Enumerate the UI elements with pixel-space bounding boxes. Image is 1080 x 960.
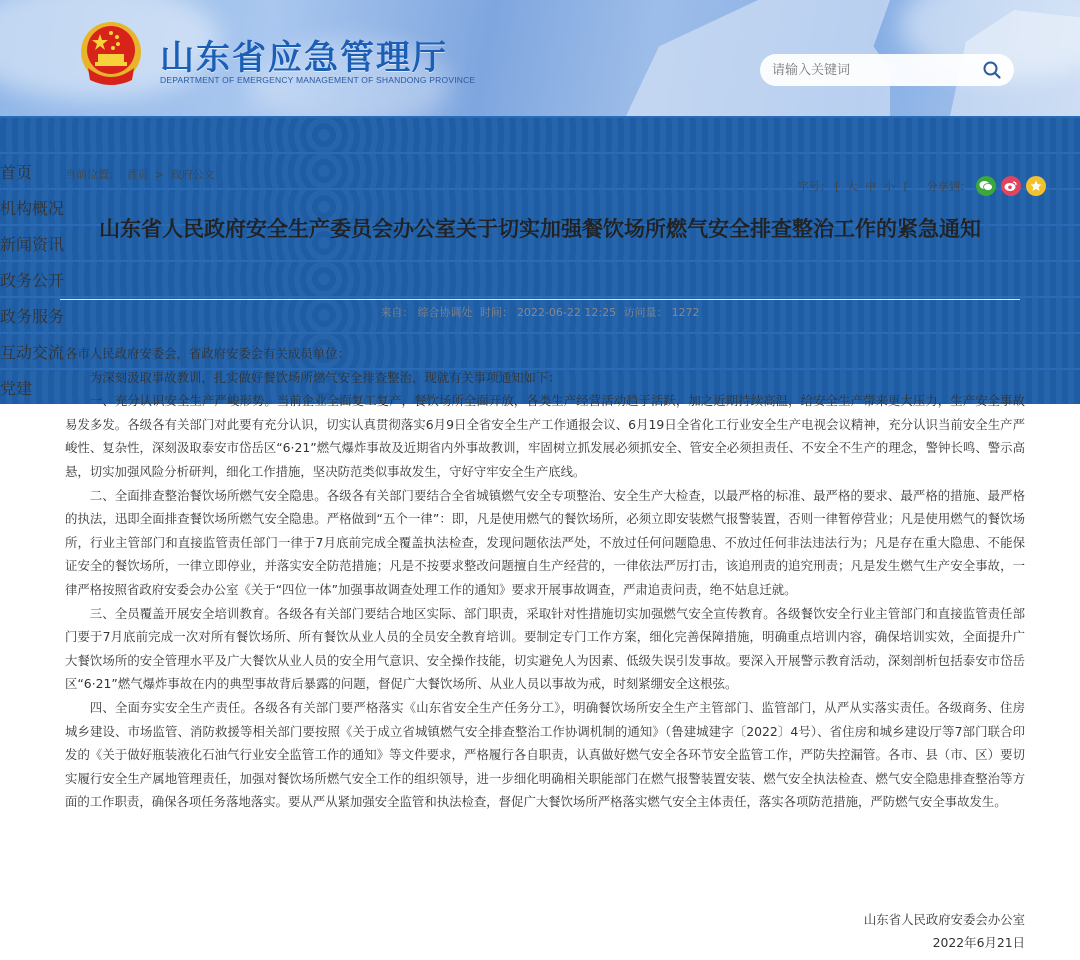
- nav-item-gov-services[interactable]: 政务服务: [0, 296, 1080, 332]
- paragraph-1: 一、充分认识安全生产严峻形势。当前企业全面复工复产，餐饮场所全面开放，各类生产经营活动趋于活跃，加之近期持续高温，给安全生产带来更大压力，生产安全事故易发多发。各级各有关部门对此要有充分认识，切实认真贯彻落实6月9日全省安全生产工作通报会议、6月19日全省化工行业安全生产电视会议精神，充分认识当前安全生产严峻性、复杂性，深刻汲取泰安市岱岳区“6·21”燃气爆炸事故及近期省内外事故教训，牢固树立抓发展必须抓安全、管安全必须担责任、不安全不生产的理念，警钟长鸣、警示高悬，切实加强风险分析研判，细化工作措施，坚决防范类似事故发生，守好守牢安全生产底线。: [65, 393, 1025, 479]
- nav-item-party[interactable]: 党建: [0, 368, 1080, 404]
- breadcrumb-home[interactable]: 首页: [126, 168, 149, 181]
- main-nav: [0, 116, 1080, 152]
- article-meta: [0, 304, 1080, 320]
- salutation: 各市人民政府安委会，省政府安委会有关成员单位：: [65, 346, 350, 361]
- search-input[interactable]: [772, 63, 982, 78]
- source-value: 综合协调处: [417, 306, 473, 319]
- share-label: 分享到：: [926, 180, 971, 193]
- font-size-label: 字号：: [798, 180, 831, 193]
- time-label: 时间：: [479, 306, 513, 319]
- signature-org: 山东省人民政府安委会办公室: [863, 912, 1025, 927]
- paragraph-intro: 为深刻汲取事故教训，扎实做好餐饮场所燃气安全排查整治，现就有关事项通知如下：: [89, 369, 561, 385]
- nav-item-home[interactable]: 首页: [0, 152, 1080, 188]
- qzone-icon[interactable]: [1026, 176, 1046, 196]
- site-header: [0, 0, 1080, 116]
- nav-item-news[interactable]: 新闻资讯: [0, 224, 1080, 260]
- time-value: 2022-06-22 12:25: [516, 306, 617, 319]
- site-title-en: DEPARTMENT OF EMERGENCY MANAGEMENT OF SHANDONG PROVINCE: [160, 75, 476, 85]
- views-label: 访问量：: [623, 306, 668, 319]
- breadcrumb-separator: >: [155, 168, 165, 181]
- breadcrumb-current[interactable]: 政府公文: [170, 168, 215, 181]
- font-size-options[interactable]: [ 大 中 小 ]: [835, 180, 909, 193]
- search-icon[interactable]: [982, 60, 1002, 80]
- breadcrumb: [65, 166, 218, 182]
- paragraph-4: 四、全面夯实安全生产责任。各级各有关部门要严格落实《山东省安全生产任务分工》，明确餐饮场所安全生产主管部门、监管部门，从严从实落实责任。各级商务、住房城乡建设、市场监管、消防救援等相关部门要按照《关于成立省城镇燃气安全排查整治工作协调机制的通知》（鲁建城建字〔2022〕4号）、省住房和城乡建设厅等7部门联合印发的《关于做好瓶装液化石油气行业安全监管工作的通知》等文件要求，严格履行各自职责，认真做好燃气安全各环节安全监管工作，严防失控漏管。各市、县（市、区）要切实履行安全生产属地管理责任，加强对餐饮场所燃气安全工作的组织领导，进一步细化明确相关职能部门在燃气报警装置安装、燃气安全执法检查、燃气安全隐患排查整治等方面的工作职责，确保各项任务落地落实。要从严从紧加强安全监管和执法检查，督促广大餐饮场所严格落实燃气安全主体责任，落实各项防范措施，严防燃气安全事故发生。: [65, 699, 1025, 810]
- weibo-icon[interactable]: [1001, 176, 1021, 196]
- breadcrumb-prefix: 当前位置：: [65, 168, 120, 181]
- national-emblem-logo[interactable]: [78, 20, 144, 88]
- nav-item-gov-affairs[interactable]: 政务公开: [0, 260, 1080, 296]
- signature: [864, 908, 1025, 954]
- source-label: 来自：: [380, 306, 414, 319]
- article-body: [65, 342, 1025, 814]
- article-tools: [798, 176, 1046, 196]
- divider: [60, 299, 1020, 300]
- wechat-icon[interactable]: [976, 176, 996, 196]
- site-title-cn[interactable]: 山东省应急管理厅: [160, 38, 448, 78]
- article-title: 山东省人民政府安全生产委员会办公室关于切实加强餐饮场所燃气安全排查整治工作的紧急通知: [99, 217, 981, 241]
- nav-item-interaction[interactable]: 互动交流: [0, 332, 1080, 368]
- signature-date: 2022年6月21日: [932, 935, 1025, 950]
- search-box: [760, 54, 1014, 86]
- views-value: 1272: [671, 306, 700, 319]
- paragraph-2: 二、全面排查整治餐饮场所燃气安全隐患。各级各有关部门要结合全省城镇燃气安全专项整治、安全生产大检查，以最严格的标准、最严格的要求、最严格的措施、最严格的执法，迅即全面排查餐饮场所燃气安全隐患。严格做到“五个一律”：即，凡是使用燃气的餐饮场所，必须立即安装燃气报警装置，否则一律暂停营业；凡是使用燃气的餐饮场所，行业主管部门和直接监管责任部门一律于7月底前完成全覆盖执法检查，发现问题依法严处，不放过任何问题隐患、不放过任何非法违法行为；凡是存在重大隐患、不能保证安全的餐饮场所，一律立即停业，并落实安全防范措施；凡是不按要求整改问题擅自生产经营的，一律依法严厉打击，该追刑责的追究刑责；凡是发生燃气生产安全事故，一律严格按照省政府安委会办公室《关于“四位一体”加强事故调查处理工作的通知》要求开展事故调查，严肃追责问责，绝不姑息迁就。: [65, 487, 1025, 597]
- nav-item-about[interactable]: 机构概况: [0, 188, 1080, 224]
- paragraph-3: 三、全员覆盖开展安全培训教育。各级各有关部门要结合地区实际、部门职责，采取针对性措施切实加强燃气安全宣传教育。各级餐饮安全行业主管部门和直接监管责任部门要于7月底前完成一次对所有餐饮场所、所有餐饮从业人员的全员安全教育培训。要制定专门工作方案，细化完善保障措施，明确重点培训内容，确保培训实效，全面提升广大餐饮场所的安全管理水平及广大餐饮从业人员的安全用气意识、安全操作技能，切实避免人为因素、低级失误引发事故。要深入开展警示教育活动，深刻剖析包括泰安市岱岳区“6·21”燃气爆炸事故在内的典型事故背后暴露的问题，督促广大餐饮场所、从业人员以事故为戒，时刻紧绷安全这根弦。: [65, 605, 1025, 692]
